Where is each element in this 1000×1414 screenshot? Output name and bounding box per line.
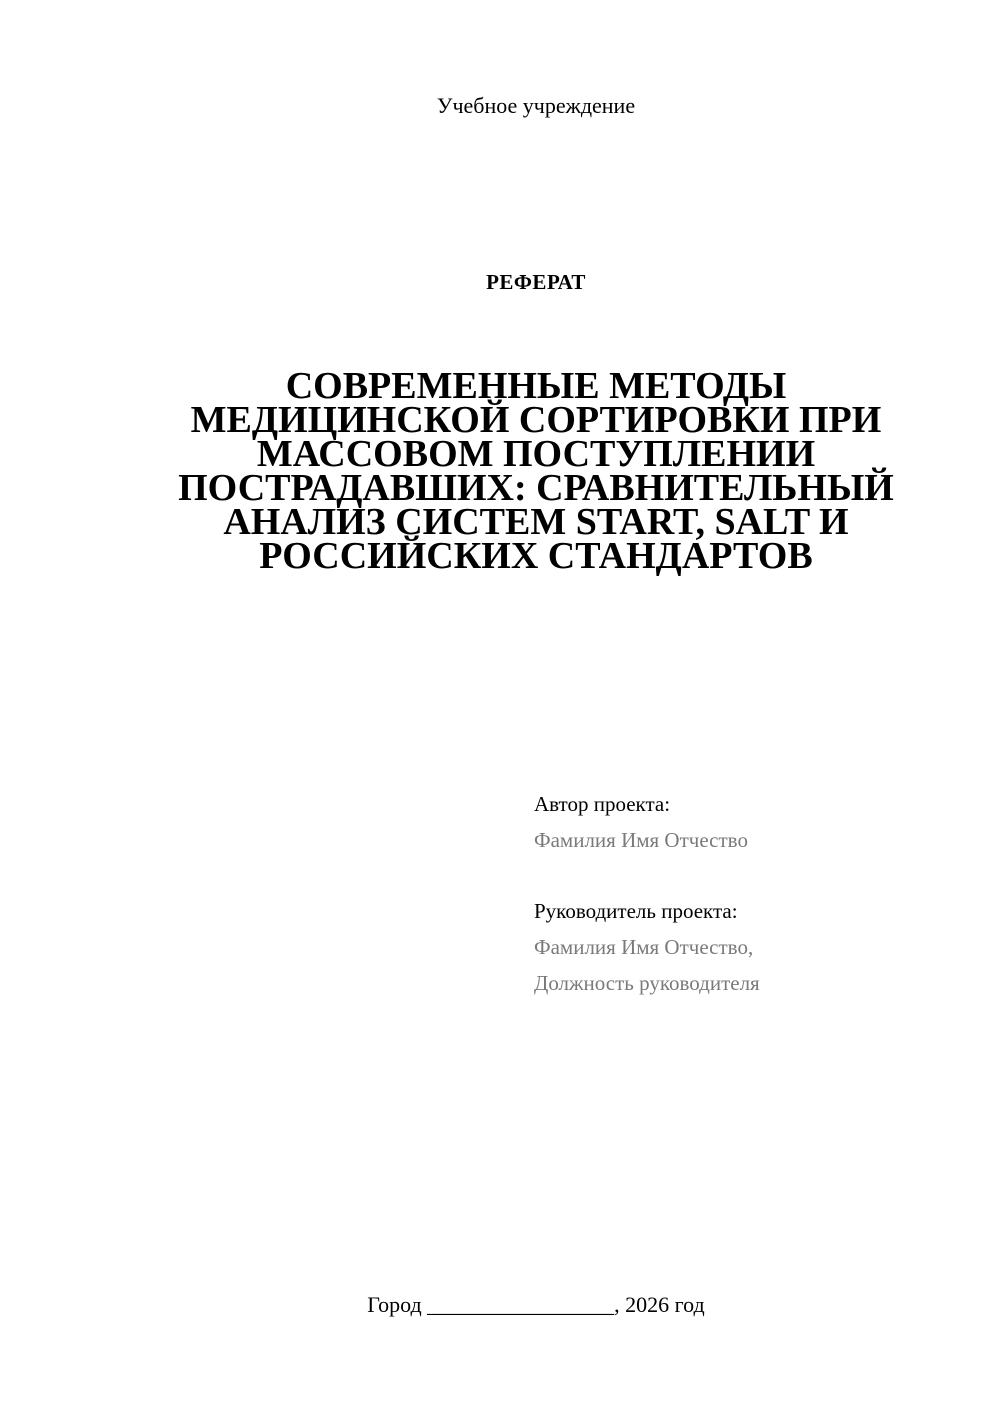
title-line: ПОСТРАДАВШИХ: СРАВНИТЕЛЬНЫЙ xyxy=(178,467,894,509)
author-name: Фамилия Имя Отчество xyxy=(534,828,748,852)
title-line: МЕДИЦИНСКОЙ СОРТИРОВКИ ПРИ xyxy=(190,399,882,441)
supervisor-label: Руководитель проекта: xyxy=(534,899,738,923)
supervisor-position: Должность руководителя xyxy=(534,971,760,995)
institution-name: Учебное учреждение xyxy=(436,93,636,118)
author-label: Автор проекта: xyxy=(534,792,671,816)
title-line: МАССОВОМ ПОСТУПЛЕНИИ xyxy=(256,433,816,475)
author-block xyxy=(534,786,974,858)
document-type: РЕФЕРАТ xyxy=(486,270,586,294)
city-year-line: Город _________________, 2026 год xyxy=(367,1292,705,1317)
supervisor-name: Фамилия Имя Отчество, xyxy=(534,935,754,959)
document-title xyxy=(150,365,922,577)
supervisor-block xyxy=(534,893,974,1001)
title-line: СОВРЕМЕННЫЕ МЕТОДЫ xyxy=(285,365,787,407)
title-line: РОССИЙСКИХ СТАНДАРТОВ xyxy=(259,535,813,577)
title-line: АНАЛИЗ СИСТЕМ START, SALT И xyxy=(223,501,849,543)
